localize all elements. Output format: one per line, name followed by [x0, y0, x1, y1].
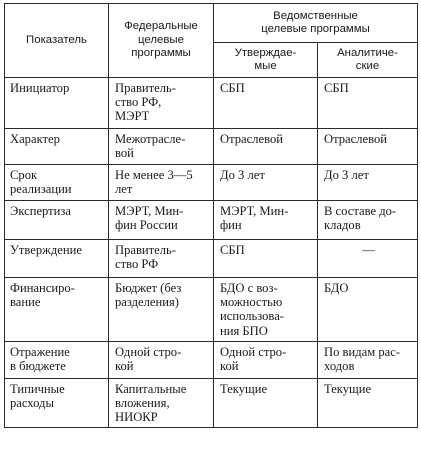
header-federal-programs: Федеральные целевые программы — [109, 4, 214, 78]
analytical-cell: — — [318, 240, 418, 278]
header-analytical: Аналитиче- ские — [318, 43, 418, 78]
row-indicator-cell: Типичные расходы — [5, 379, 109, 428]
federal-cell: Капитальные вложения, НИОКР — [109, 379, 214, 428]
table-row — [5, 165, 418, 201]
table-body — [5, 78, 418, 428]
header-approved: Утверждае- мые — [214, 43, 318, 78]
row-indicator-cell: Финансиро- вание — [5, 278, 109, 342]
approved-cell: Отраслевой — [214, 129, 318, 165]
analytical-cell: БДО — [318, 278, 418, 342]
analytical-cell: В составе до- кладов — [318, 201, 418, 240]
header-departmental-programs: Ведомственные целевые программы — [214, 4, 418, 43]
approved-cell: Текущие — [214, 379, 318, 428]
approved-cell: МЭРТ, Мин- фин — [214, 201, 318, 240]
table-row — [5, 201, 418, 240]
comparison-table — [4, 3, 418, 428]
federal-cell: Не менее 3—5 лет — [109, 165, 214, 201]
analytical-cell: По видам рас- ходов — [318, 342, 418, 379]
federal-cell: Межотрасле- вой — [109, 129, 214, 165]
table-row — [5, 379, 418, 428]
approved-cell: СБП — [214, 78, 318, 129]
table-row — [5, 129, 418, 165]
header-row-top — [5, 4, 418, 43]
row-indicator-cell: Утверждение — [5, 240, 109, 278]
row-indicator-cell: Отражение в бюджете — [5, 342, 109, 379]
table-row — [5, 240, 418, 278]
table-row — [5, 342, 418, 379]
federal-cell: МЭРТ, Мин- фин России — [109, 201, 214, 240]
table-header — [5, 4, 418, 78]
analytical-cell: До 3 лет — [318, 165, 418, 201]
federal-cell: Одной стро- кой — [109, 342, 214, 379]
federal-cell: Правитель- ство РФ — [109, 240, 214, 278]
row-indicator-cell: Срок реализации — [5, 165, 109, 201]
analytical-cell: СБП — [318, 78, 418, 129]
approved-cell: Одной стро- кой — [214, 342, 318, 379]
header-indicator: Показатель — [5, 4, 109, 78]
analytical-cell: Отраслевой — [318, 129, 418, 165]
table-row — [5, 278, 418, 342]
approved-cell: До 3 лет — [214, 165, 318, 201]
federal-cell: Бюджет (без разделения) — [109, 278, 214, 342]
analytical-cell: Текущие — [318, 379, 418, 428]
federal-cell: Правитель- ство РФ, МЭРТ — [109, 78, 214, 129]
row-indicator-cell: Характер — [5, 129, 109, 165]
row-indicator-cell: Инициатор — [5, 78, 109, 129]
table-row — [5, 78, 418, 129]
approved-cell: СБП — [214, 240, 318, 278]
approved-cell: БДО с воз- можностью использова- ния БПО — [214, 278, 318, 342]
row-indicator-cell: Экспертиза — [5, 201, 109, 240]
